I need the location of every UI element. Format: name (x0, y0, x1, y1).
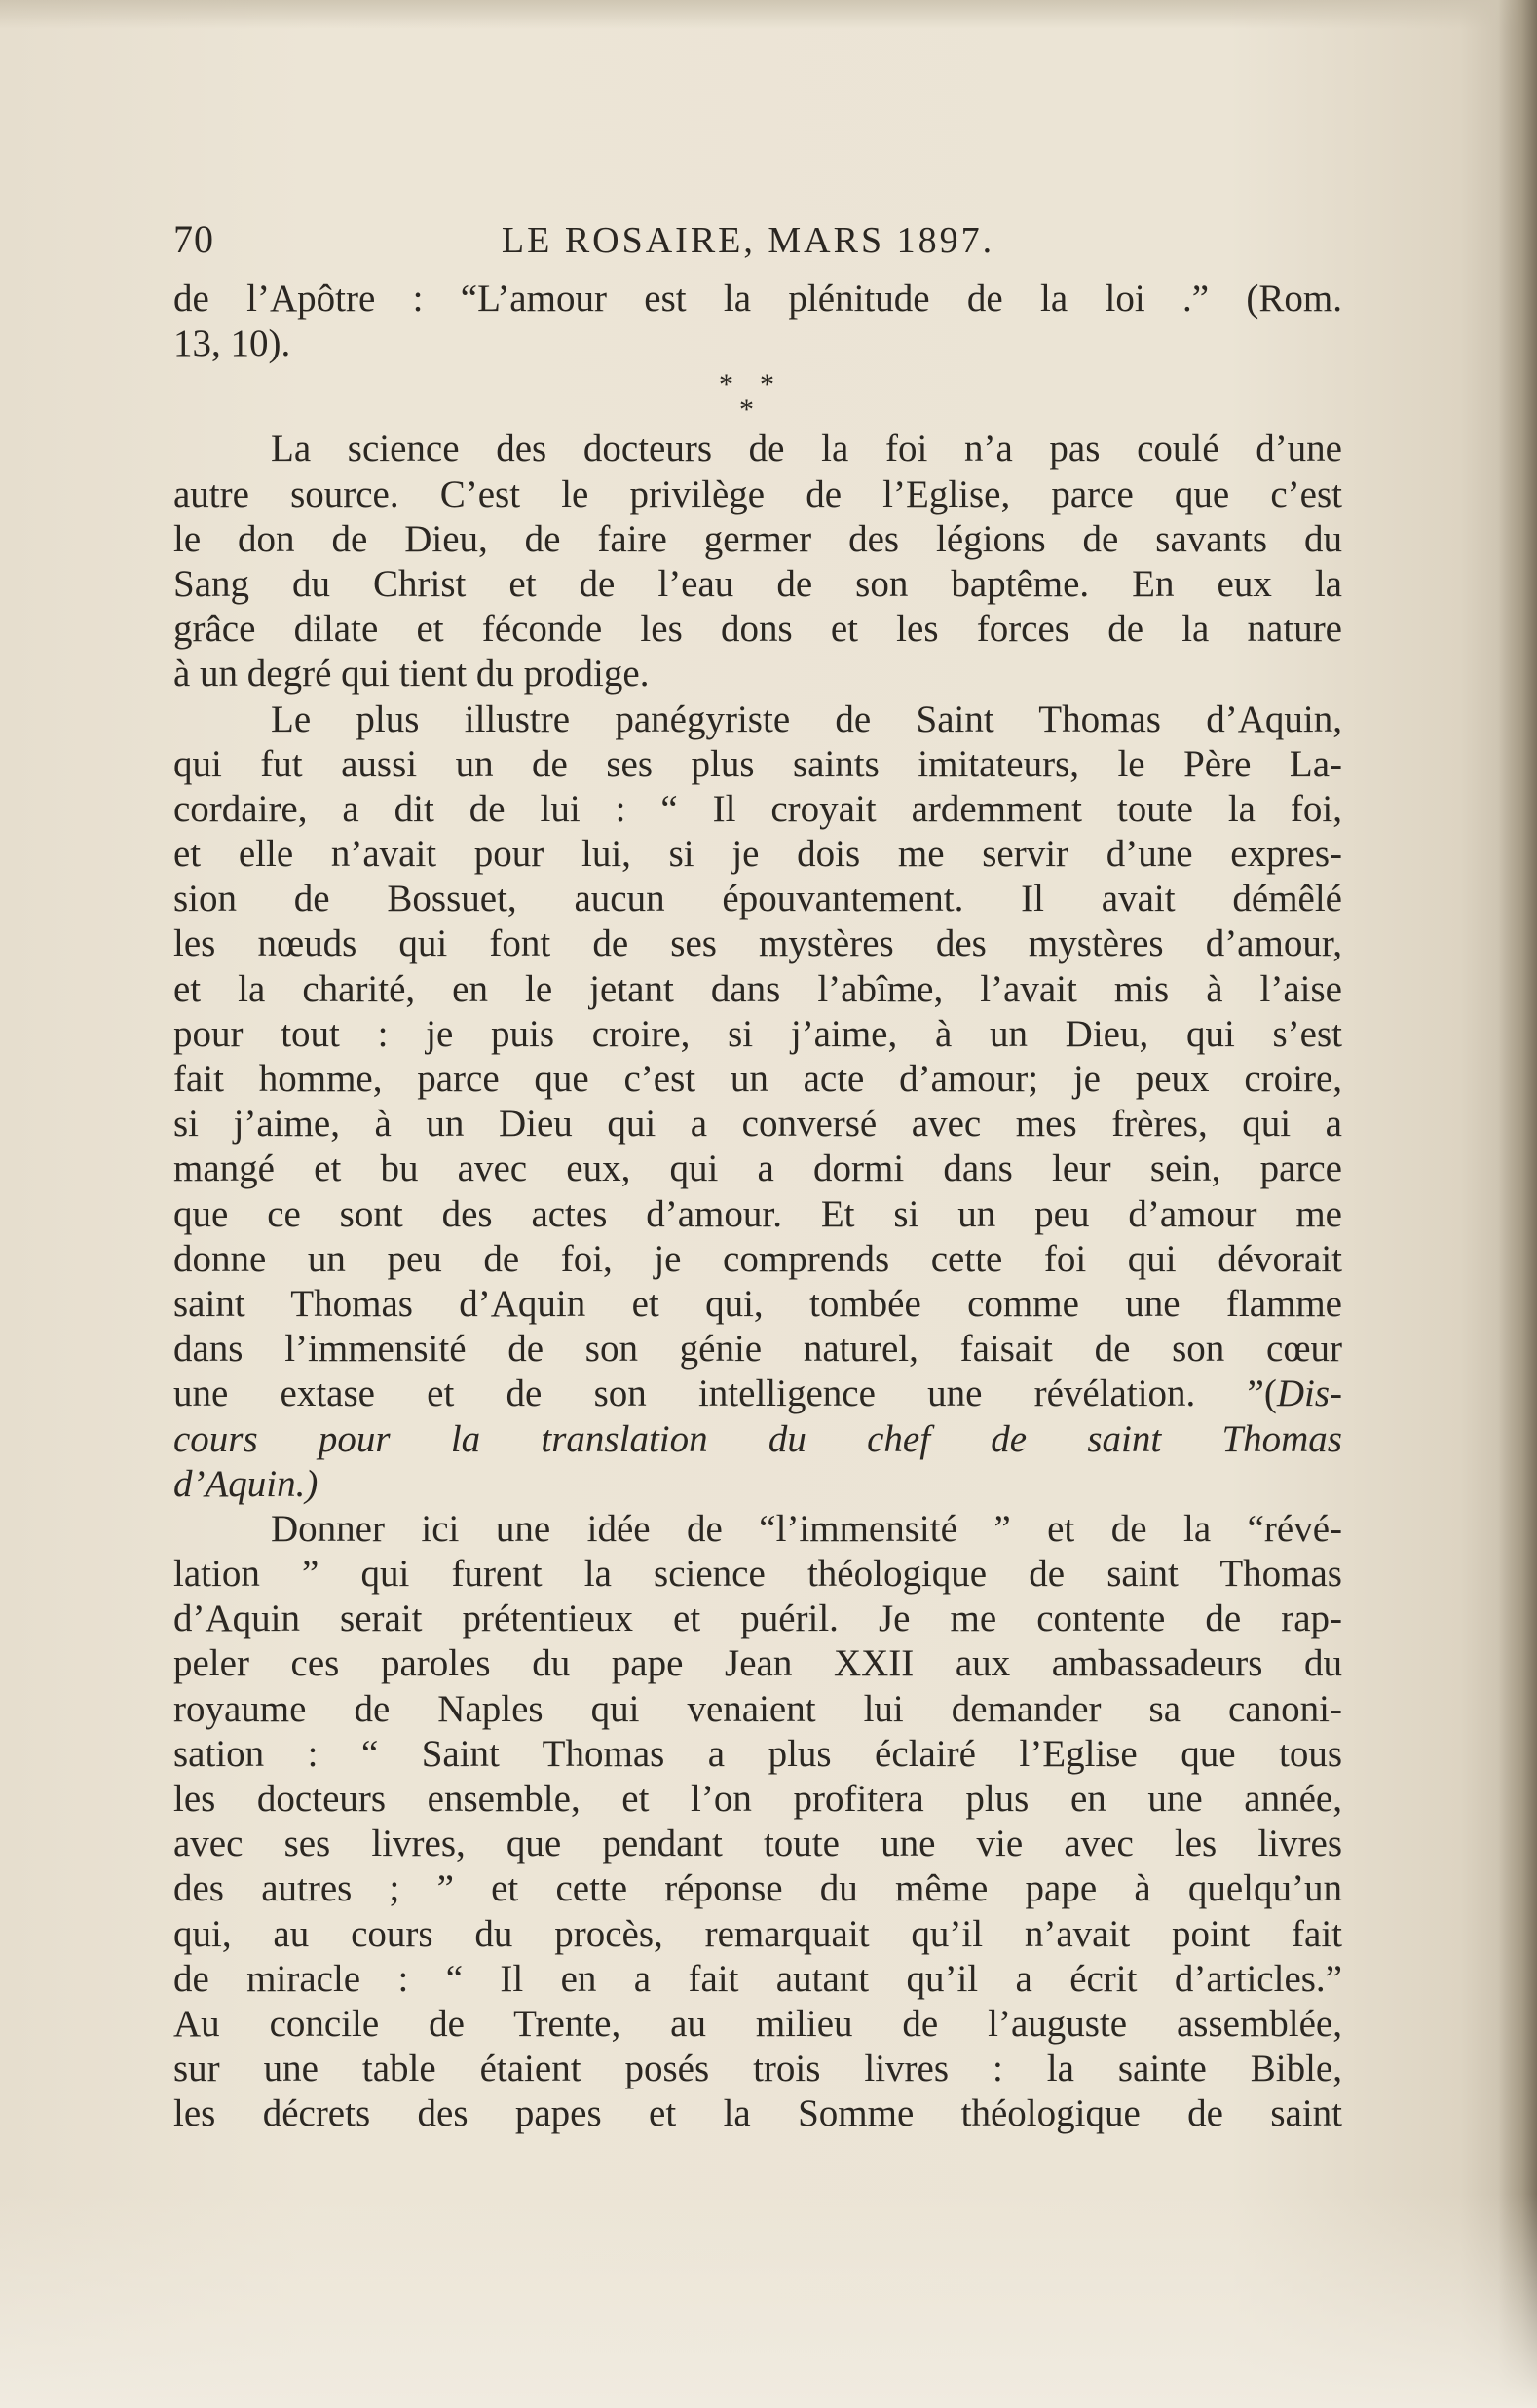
text-line: et la charité, en le jetant dans l’abîme, l’avait mis à l’aise (173, 967, 1342, 1010)
bottom-margin (0, 2194, 1537, 2408)
text-line: grâce dilate et féconde les dons et les forces de la nature (173, 608, 1342, 651)
text-line: saint Thomas d’Aquin et qui, tombée comme une flamme (173, 1282, 1342, 1325)
text-line: de miracle : “ Il en a fait autant qu’il a écrit d’articles.” (173, 1957, 1342, 2000)
text-line: Donner ici une idée de “l’immensité ” et de la “révé- (271, 1507, 1342, 1550)
text-line: 13, 10). (173, 322, 291, 365)
text-line: les docteurs ensemble, et l’on profitera plus en une année, (173, 1778, 1342, 1820)
text-line: Sang du Christ et de l’eau de son baptême. En eux la (173, 562, 1342, 605)
citation-line: cours pour la translation du chef de saint Thomas (173, 1417, 1342, 1460)
text-line: Au concile de Trente, au milieu de l’auguste assemblée, (173, 2002, 1342, 2045)
text-fragment: une extase et de son intelligence une révélation. ” (173, 1373, 1264, 1415)
text-line: royaume de Naples qui venaient lui demander sa canoni- (173, 1687, 1342, 1730)
text-line: les décrets des papes et la Somme théologique de saint (173, 2092, 1342, 2135)
citation-fragment: d’Aquin.) (173, 1462, 319, 1505)
page-number: 70 (173, 217, 214, 261)
text-line: sation : “ Saint Thomas a plus éclairé l’Eglise que tous (173, 1732, 1342, 1775)
text-line: qui fut aussi un de ses plus saints imitateurs, le Père La- (173, 742, 1342, 785)
text-line: avec ses livres, que pendant toute une vie avec les livres (173, 1823, 1342, 1865)
text-line: les nœuds qui font de ses mystères des mystères d’amour, (173, 922, 1342, 965)
text-line: Le plus illustre panégyriste de Saint Thomas d’Aquin, (271, 697, 1342, 740)
text-line: La science des docteurs de la foi n’a pas coulé d’une (271, 428, 1342, 470)
asterisk-icon: * (760, 368, 774, 401)
text-line (173, 1372, 1342, 1416)
asterisk-icon: * (719, 368, 733, 401)
running-title: LE ROSAIRE, MARS 1897. (501, 220, 995, 261)
text-line: à un degré qui tient du prodige. (173, 653, 650, 696)
page-content (173, 216, 1342, 2137)
text-line: sur une table étaient posés trois livres : la sainte Bible, (173, 2048, 1342, 2090)
text-line: cordaire, a dit de lui : “ Il croyait ardemment toute la foi, (173, 787, 1342, 830)
text-line: et elle n’avait pour lui, si je dois me servir d’une expres- (173, 833, 1342, 876)
text-line: pour tout : je puis croire, si j’aime, à un Dieu, qui s’est (173, 1012, 1342, 1055)
asterism-divider (173, 366, 1342, 427)
text-line: dans l’immensité de son génie naturel, faisait de son cœur (173, 1328, 1342, 1371)
text-line: que ce sont des actes d’amour. Et si un peu d’amour me (173, 1192, 1342, 1235)
text-line: le don de Dieu, de faire germer des légions de savants du (173, 517, 1342, 560)
text-line: qui, au cours du procès, remarquait qu’il n’avait point fait (173, 1912, 1342, 1955)
open-paren: ( (1263, 1373, 1277, 1415)
book-gutter-edge (1498, 0, 1537, 2408)
text-line: peler ces paroles du pape Jean XXII aux ambassadeurs du (173, 1642, 1342, 1685)
text-line: d’Aquin serait prétentieux et puéril. Je me contente de rap- (173, 1598, 1342, 1640)
text-line: si j’aime, à un Dieu qui a conversé avec mes frères, qui a (173, 1103, 1342, 1146)
text-line: lation ” qui furent la science théologique de saint Thomas (173, 1553, 1342, 1596)
asterisk-icon: * (739, 394, 754, 427)
citation-line (173, 1462, 1342, 1507)
text-line: fait homme, parce que c’est un acte d’amour; je peux croire, (173, 1058, 1342, 1100)
text-line: mangé et bu avec eux, qui a dormi dans leur sein, parce (173, 1148, 1342, 1190)
citation-fragment: Dis- (1276, 1373, 1342, 1415)
text-line: des autres ; ” et cette réponse du même pape à quelqu’un (173, 1867, 1342, 1910)
text-line: sion de Bossuet, aucun épouvantement. Il avait démêlé (173, 878, 1342, 921)
text-line: autre source. C’est le privilège de l’Eglise, parce que c’est (173, 472, 1342, 515)
top-shadow (0, 0, 1537, 29)
text-line: donne un peu de foi, je comprends cette foi qui dévorait (173, 1237, 1342, 1280)
text-line: de l’Apôtre : “L’amour est la plénitude de la loi .” (Rom. (173, 278, 1342, 320)
running-header (173, 216, 1342, 277)
